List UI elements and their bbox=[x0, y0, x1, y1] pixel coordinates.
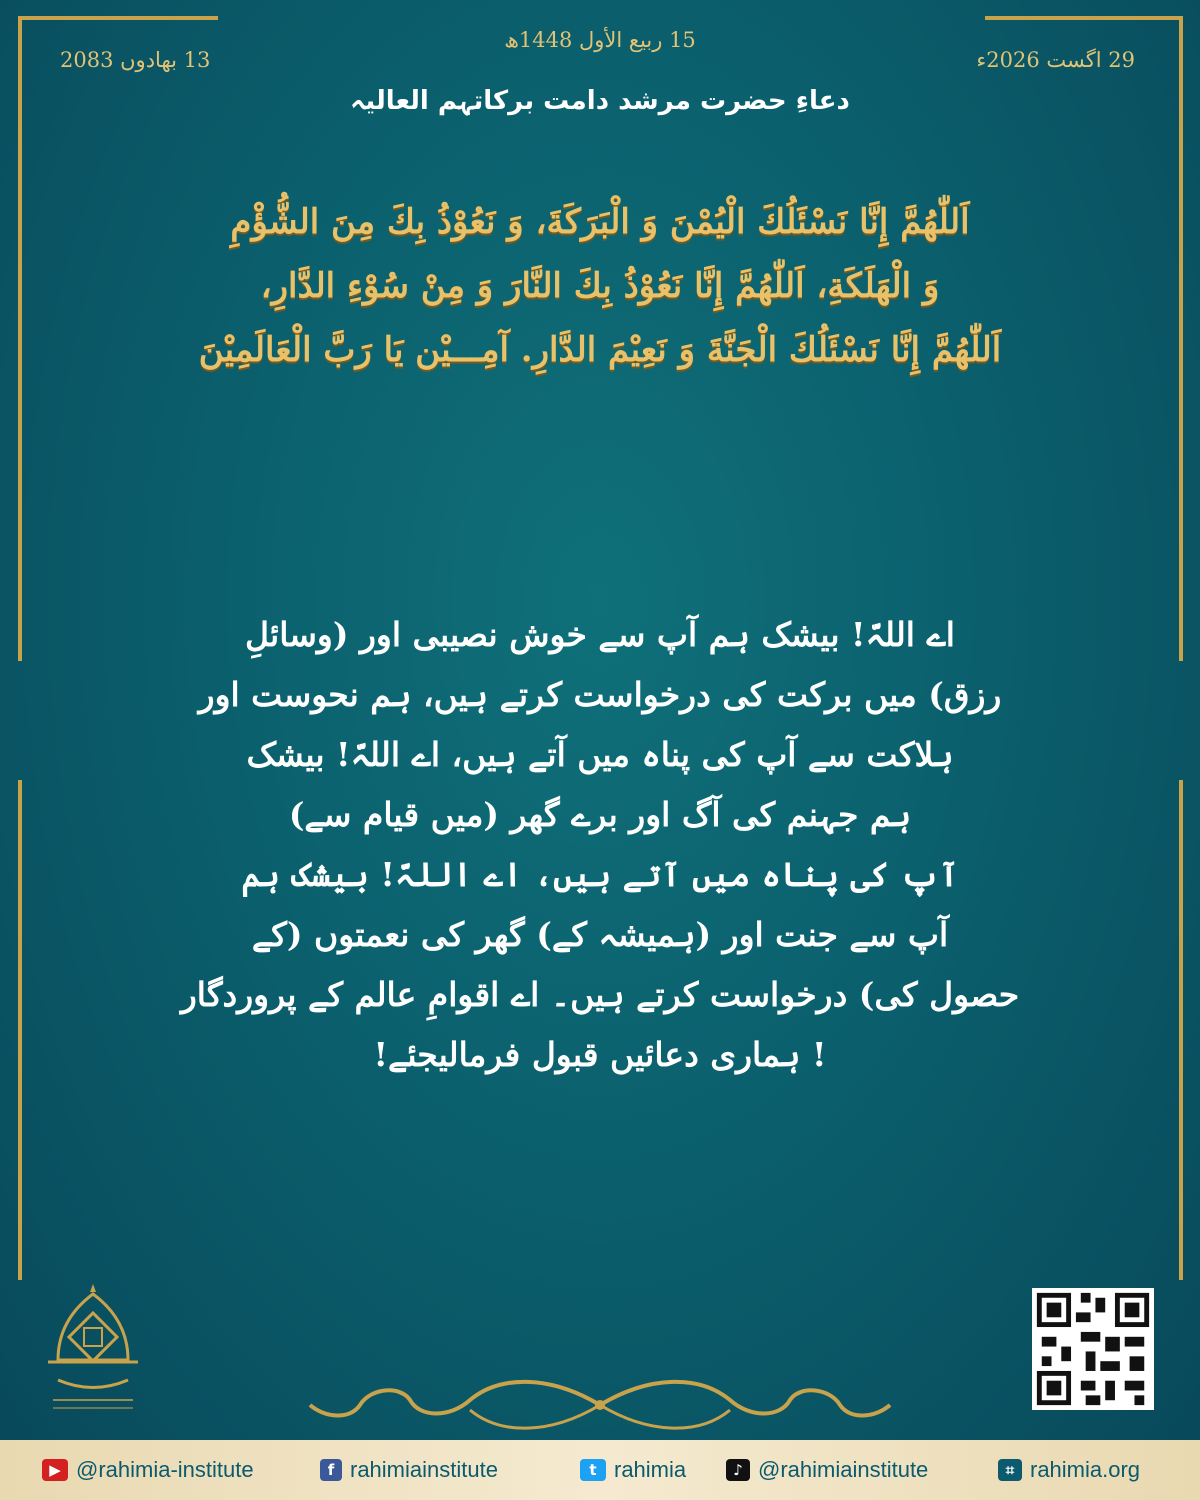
youtube-handle: @rahimia-institute bbox=[76, 1457, 254, 1482]
twitter-link[interactable] bbox=[580, 1454, 686, 1486]
arabic-dua-line: اَللّٰهُمَّ إِنَّا نَسْئَلُكَ الْيُمْنَ وَ الْبَرَكَةَ، وَ نَعُوْذُ بِكَ مِنَ الشُّؤْمِ bbox=[230, 202, 970, 242]
frame-left-bottom bbox=[18, 780, 22, 1280]
facebook-handle: rahimiainstitute bbox=[350, 1457, 498, 1482]
twitter-handle: rahimia bbox=[614, 1457, 687, 1482]
translation-line: رزق) میں برکت کی درخواست کرتے ہیں، ہم نحوست اور bbox=[198, 675, 1002, 714]
website-link[interactable] bbox=[998, 1454, 1140, 1486]
bikrami-date: 13 بھادوں 2083 bbox=[60, 48, 211, 72]
website-url: rahimia.org bbox=[1030, 1457, 1141, 1482]
translation-line: اے اللہّ! بیشک ہم آپ سے خوش نصیبی اور (وسائلِ bbox=[245, 615, 955, 654]
institute-logo bbox=[38, 1280, 148, 1430]
frame-right-bottom bbox=[1179, 780, 1183, 1280]
arabic-dua-line: وَ الْهَلَكَةِ، اَللّٰهُمَّ إِنَّا نَعُوْذُ بِكَ النَّارَ وَ مِنْ سُوْءِ الدَّارِ، bbox=[260, 266, 940, 306]
translation-line: ہم جہنم کی آگ اور برے گھر (میں قیام سے) bbox=[288, 795, 912, 834]
footer-bar bbox=[0, 1440, 1200, 1500]
facebook-icon: f bbox=[320, 1459, 342, 1481]
urdu-translation bbox=[170, 605, 1030, 1085]
qr-code bbox=[1032, 1288, 1154, 1410]
tiktok-handle: @rahimiainstitute bbox=[758, 1457, 929, 1482]
frame-top-right bbox=[985, 16, 1183, 20]
translation-line: حصول کی) درخواست کرتے ہیں۔ اے اقوامِ عالم کے پروردگار bbox=[180, 975, 1020, 1014]
translation-line: آپ سے جنت اور (ہمیشہ کے) گھر کی نعمتوں (کے bbox=[251, 915, 949, 954]
facebook-link[interactable] bbox=[320, 1454, 498, 1486]
hijri-date: 15 ربیع الأول 1448ھ bbox=[504, 28, 696, 52]
twitter-icon: t bbox=[580, 1459, 606, 1481]
logo-dome-icon bbox=[38, 1280, 148, 1430]
tiktok-link[interactable] bbox=[726, 1454, 928, 1486]
translation-line: ! ہماری دعائیں قبول فرمالیجئے! bbox=[373, 1035, 827, 1074]
website-icon: ⌗ bbox=[998, 1459, 1022, 1481]
gregorian-date: 29 اگست 2026ء bbox=[976, 48, 1135, 72]
translation-line: آپ کی پناہ میں آتے ہیں، اے اللہّ! بیشک ہم bbox=[241, 855, 959, 894]
tiktok-icon: ♪ bbox=[726, 1459, 750, 1481]
arabic-dua bbox=[90, 190, 1110, 382]
youtube-icon: ▶ bbox=[42, 1459, 68, 1481]
arabic-dua-line: اَللّٰهُمَّ إِنَّا نَسْئَلُكَ الْجَنَّةَ وَ نَعِيْمَ الدَّارِ. آمِـــيْن يَا رَبَّ الْعَالَمِيْنَ bbox=[198, 330, 1002, 370]
page-title: دعاءِ حضرت مرشد دامت برکاتہم العالیہ bbox=[350, 86, 850, 116]
ornament-divider bbox=[300, 1370, 900, 1440]
qr-code-icon bbox=[1032, 1288, 1154, 1410]
frame-top-left bbox=[18, 16, 218, 20]
youtube-link[interactable] bbox=[42, 1454, 254, 1486]
translation-line: ہلاکت سے آپ کی پناہ میں آتے ہیں، اے اللہّ! بیشک bbox=[246, 735, 954, 774]
